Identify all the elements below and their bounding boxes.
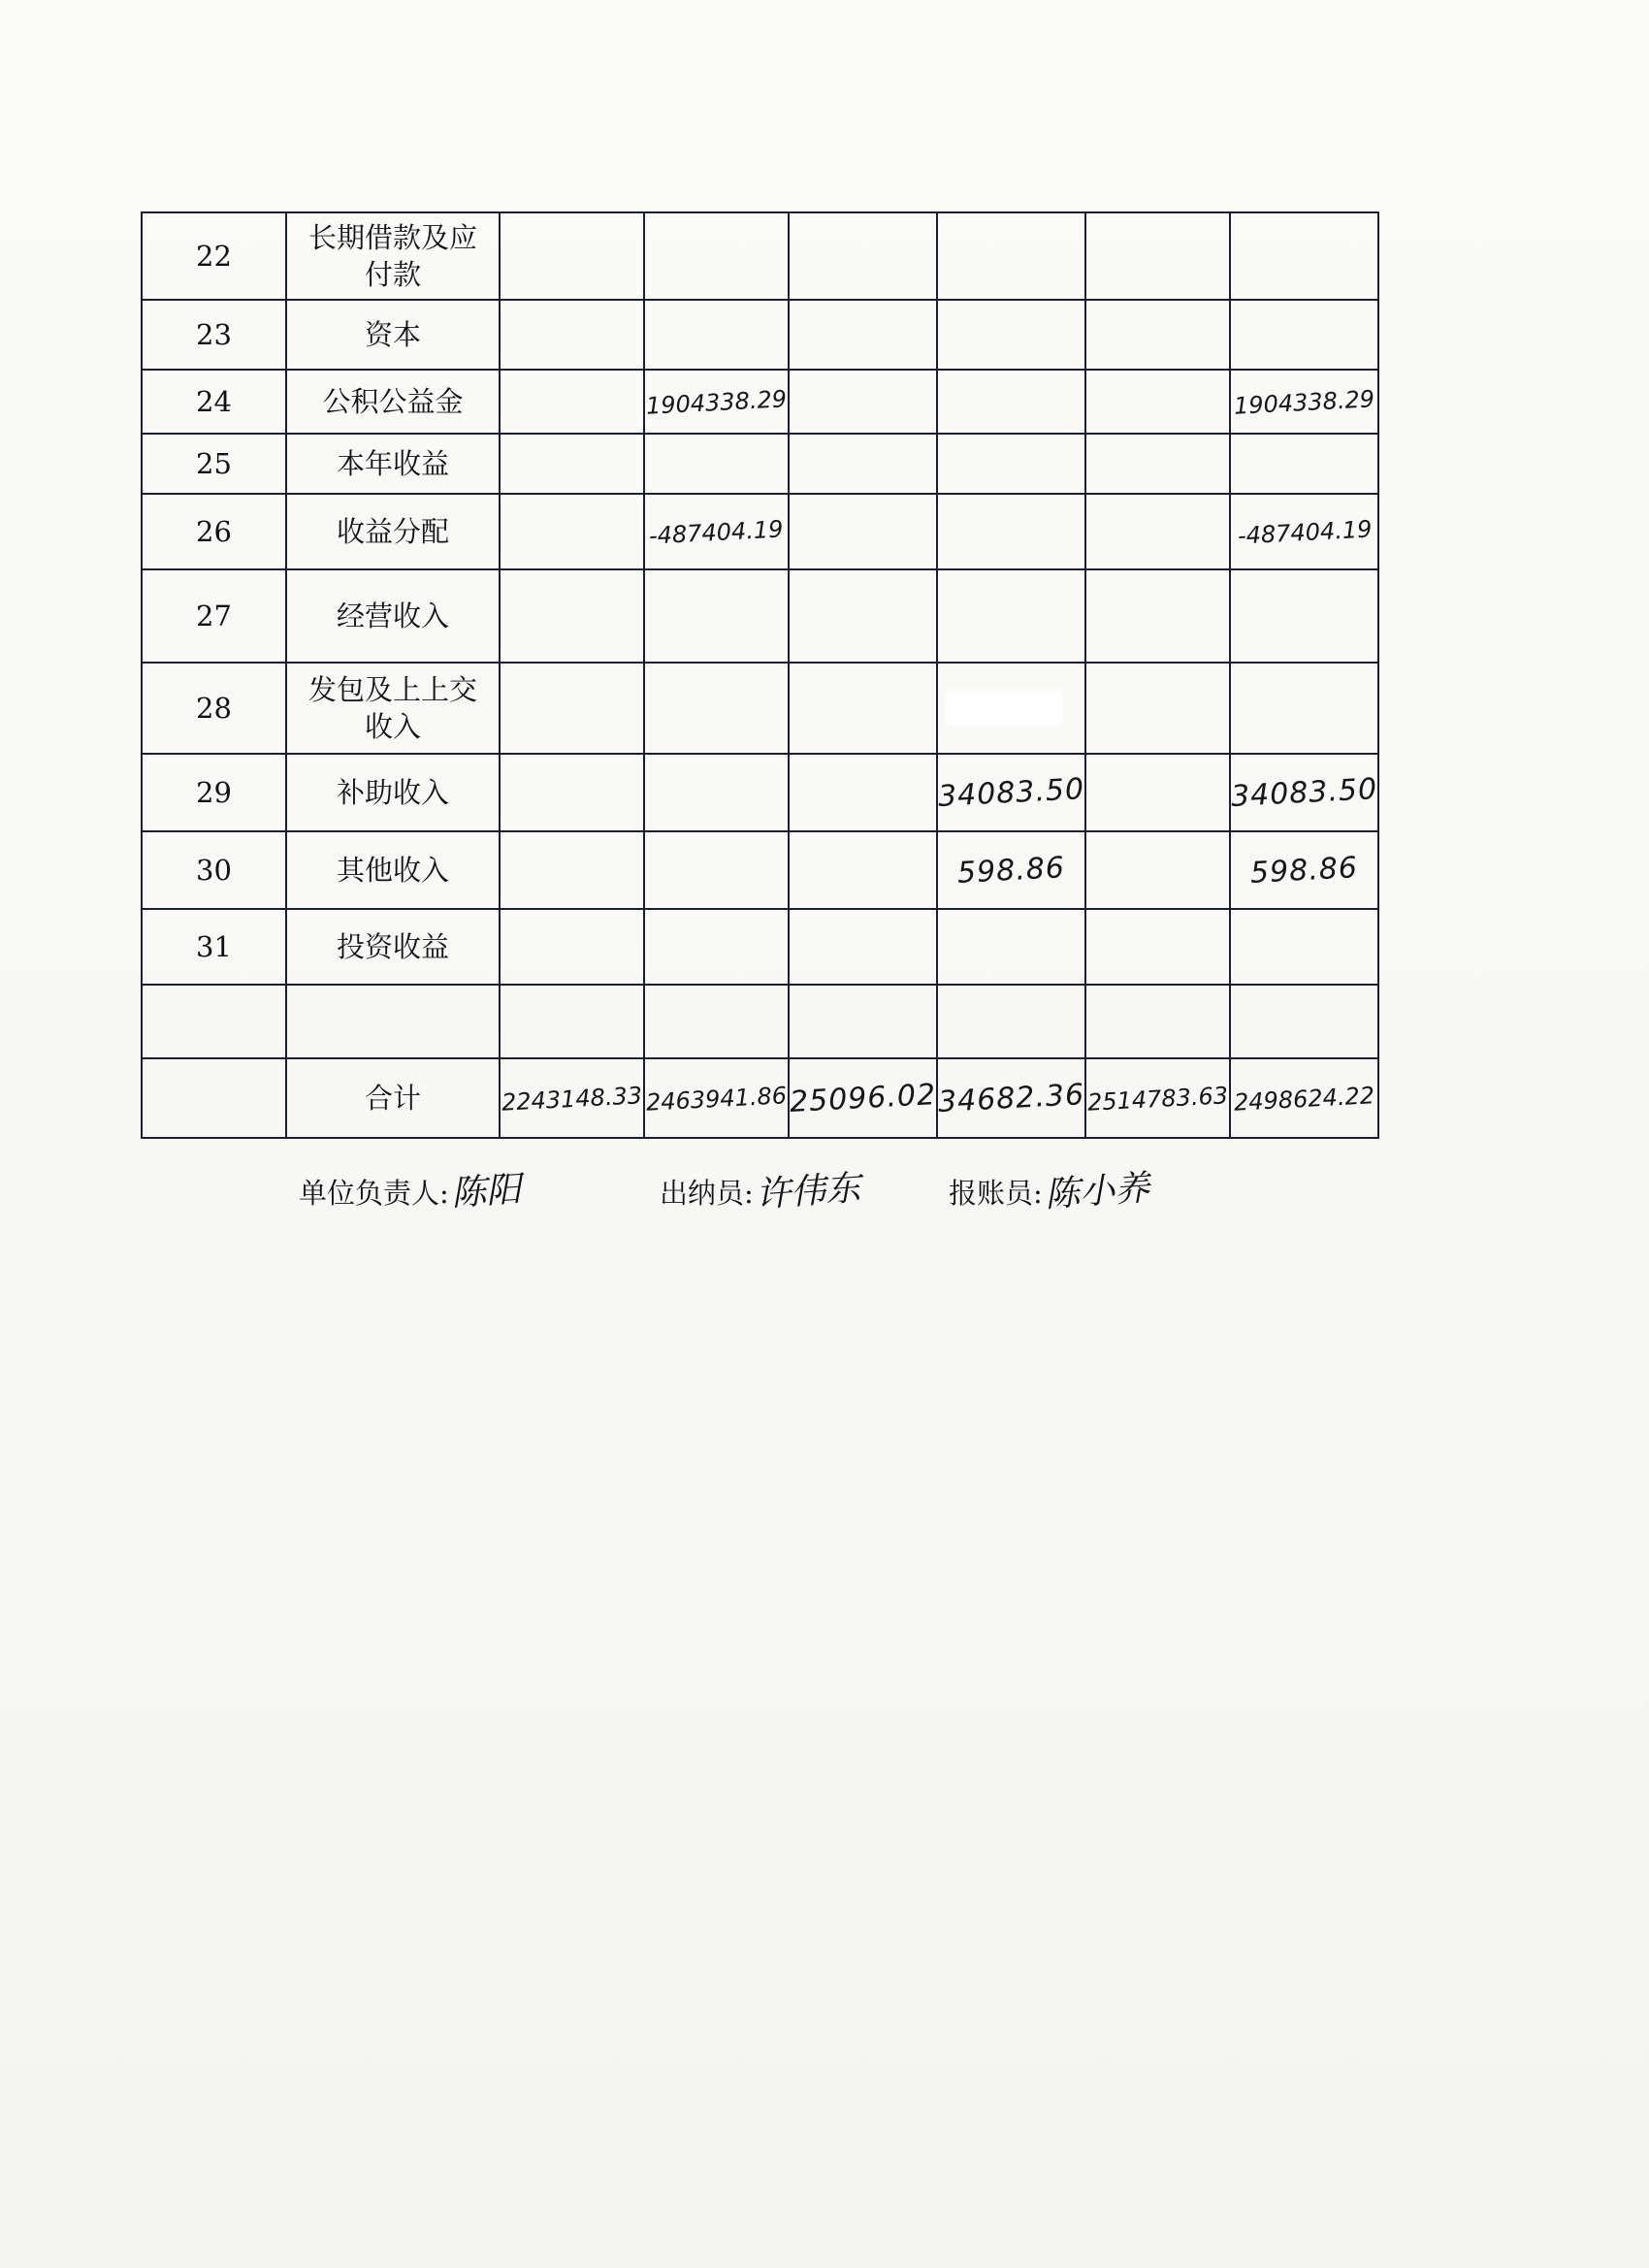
amount-cell — [937, 909, 1085, 985]
amount-cell — [500, 1058, 644, 1138]
row-number-cell: 22 — [142, 212, 286, 300]
amount-cell — [644, 300, 789, 370]
amount-cell — [1230, 569, 1378, 663]
amount-cell — [1085, 754, 1230, 831]
table-row — [142, 754, 1378, 831]
amount-cell — [1085, 985, 1230, 1058]
table-row — [142, 985, 1378, 1058]
account-name-cell: 发包及上上交收入 — [286, 663, 500, 754]
cashier-signature: 许伟东 — [754, 1168, 862, 1215]
amount-cell — [1085, 831, 1230, 909]
amount-cell — [937, 434, 1085, 494]
table-row — [142, 1058, 1378, 1138]
amount-cell — [644, 985, 789, 1058]
row-number-cell: 23 — [142, 300, 286, 370]
amount-cell — [937, 569, 1085, 663]
amount-cell — [937, 212, 1085, 300]
amount-cell — [937, 1058, 1085, 1138]
table-row — [142, 494, 1378, 569]
unit-head-signature-block — [299, 1164, 521, 1214]
row-number-cell — [142, 985, 286, 1058]
account-name-cell: 资本 — [286, 300, 500, 370]
handwritten-amount: 2514783.63 — [1086, 1082, 1229, 1117]
cashier-signature-block — [660, 1164, 860, 1214]
amount-cell — [789, 909, 937, 985]
amount-cell — [1230, 831, 1378, 909]
amount-cell — [644, 370, 789, 434]
account-name-cell: 本年收益 — [286, 434, 500, 494]
handwritten-amount: 25096.02 — [789, 1077, 937, 1119]
reporter-label: 报账员: — [949, 1177, 1043, 1210]
amount-cell — [789, 663, 937, 754]
signature-footer — [299, 1154, 1269, 1213]
row-number-cell: 30 — [142, 831, 286, 909]
amount-cell — [644, 494, 789, 569]
amount-cell — [500, 212, 644, 300]
amount-cell — [1085, 494, 1230, 569]
table-row — [142, 909, 1378, 985]
amount-cell — [500, 370, 644, 434]
handwritten-amount: 1904338.29 — [645, 385, 788, 420]
amount-cell — [1230, 370, 1378, 434]
amount-cell — [937, 754, 1085, 831]
handwritten-amount: -487404.19 — [1237, 515, 1373, 550]
amount-cell — [1230, 909, 1378, 985]
handwritten-amount: 2243148.33 — [501, 1082, 643, 1117]
handwritten-amount: 598.86 — [956, 850, 1067, 891]
handwritten-amount: 2463941.86 — [645, 1082, 788, 1117]
amount-cell — [644, 909, 789, 985]
amount-cell — [789, 569, 937, 663]
amount-cell — [937, 494, 1085, 569]
amount-cell — [1230, 754, 1378, 831]
account-name-cell — [286, 985, 500, 1058]
amount-cell — [500, 831, 644, 909]
correction-blot — [946, 691, 1062, 726]
unit-head-signature: 陈阳 — [449, 1169, 523, 1215]
amount-cell — [789, 494, 937, 569]
amount-cell — [644, 663, 789, 754]
amount-cell — [644, 212, 789, 300]
account-name-cell: 合计 — [286, 1058, 500, 1138]
amount-cell — [789, 370, 937, 434]
handwritten-amount: 598.86 — [1249, 850, 1360, 891]
amount-cell — [789, 985, 937, 1058]
account-name-cell: 补助收入 — [286, 754, 500, 831]
amount-cell — [500, 909, 644, 985]
amount-cell — [500, 300, 644, 370]
table-row — [142, 212, 1378, 300]
amount-cell — [789, 300, 937, 370]
amount-cell — [789, 1058, 937, 1138]
account-name-cell: 收益分配 — [286, 494, 500, 569]
amount-cell — [937, 831, 1085, 909]
amount-cell — [1085, 212, 1230, 300]
amount-cell — [500, 434, 644, 494]
amount-cell — [1085, 663, 1230, 754]
table-row — [142, 434, 1378, 494]
amount-cell — [500, 754, 644, 831]
row-number-cell: 26 — [142, 494, 286, 569]
amount-cell — [1230, 985, 1378, 1058]
reporter-signature-block — [949, 1164, 1149, 1214]
table-row — [142, 370, 1378, 434]
amount-cell — [1230, 212, 1378, 300]
amount-cell — [1085, 909, 1230, 985]
amount-cell — [1230, 300, 1378, 370]
handwritten-amount: -487404.19 — [648, 515, 785, 550]
row-number-cell — [142, 1058, 286, 1138]
amount-cell — [1230, 494, 1378, 569]
row-number-cell: 27 — [142, 569, 286, 663]
row-number-cell: 29 — [142, 754, 286, 831]
row-number-cell: 28 — [142, 663, 286, 754]
amount-cell — [644, 1058, 789, 1138]
amount-cell — [1230, 1058, 1378, 1138]
amount-cell — [937, 300, 1085, 370]
reporter-signature: 陈小养 — [1043, 1168, 1151, 1215]
amount-cell — [1085, 1058, 1230, 1138]
amount-cell — [644, 831, 789, 909]
ledger-body — [142, 212, 1378, 1138]
amount-cell — [500, 663, 644, 754]
table-row — [142, 300, 1378, 370]
unit-head-label: 单位负责人: — [299, 1177, 449, 1210]
amount-cell — [1085, 569, 1230, 663]
amount-cell — [1230, 663, 1378, 754]
amount-cell — [789, 754, 937, 831]
amount-cell — [1230, 434, 1378, 494]
row-number-cell: 24 — [142, 370, 286, 434]
table-row — [142, 831, 1378, 909]
amount-cell — [1085, 434, 1230, 494]
handwritten-amount: 34682.36 — [937, 1077, 1086, 1119]
account-name-cell: 投资收益 — [286, 909, 500, 985]
amount-cell — [500, 569, 644, 663]
cashier-label: 出纳员: — [660, 1177, 754, 1210]
amount-cell — [789, 831, 937, 909]
amount-cell — [644, 754, 789, 831]
amount-cell — [937, 370, 1085, 434]
amount-cell — [1085, 300, 1230, 370]
amount-cell — [644, 569, 789, 663]
amount-cell — [789, 434, 937, 494]
amount-cell — [789, 212, 937, 300]
handwritten-amount: 1904338.29 — [1233, 385, 1376, 420]
amount-cell — [937, 985, 1085, 1058]
account-name-cell: 经营收入 — [286, 569, 500, 663]
handwritten-amount: 34083.50 — [1230, 771, 1379, 814]
row-number-cell: 25 — [142, 434, 286, 494]
row-number-cell: 31 — [142, 909, 286, 985]
table-row — [142, 569, 1378, 663]
amount-cell — [644, 434, 789, 494]
amount-cell — [500, 985, 644, 1058]
table-row — [142, 663, 1378, 754]
amount-cell — [1085, 370, 1230, 434]
amount-cell — [500, 494, 644, 569]
handwritten-amount: 2498624.22 — [1233, 1082, 1376, 1117]
account-name-cell: 长期借款及应付款 — [286, 212, 500, 300]
account-name-cell: 公积公益金 — [286, 370, 500, 434]
account-name-cell: 其他收入 — [286, 831, 500, 909]
ledger-table — [141, 211, 1379, 1139]
handwritten-amount: 34083.50 — [937, 771, 1086, 814]
